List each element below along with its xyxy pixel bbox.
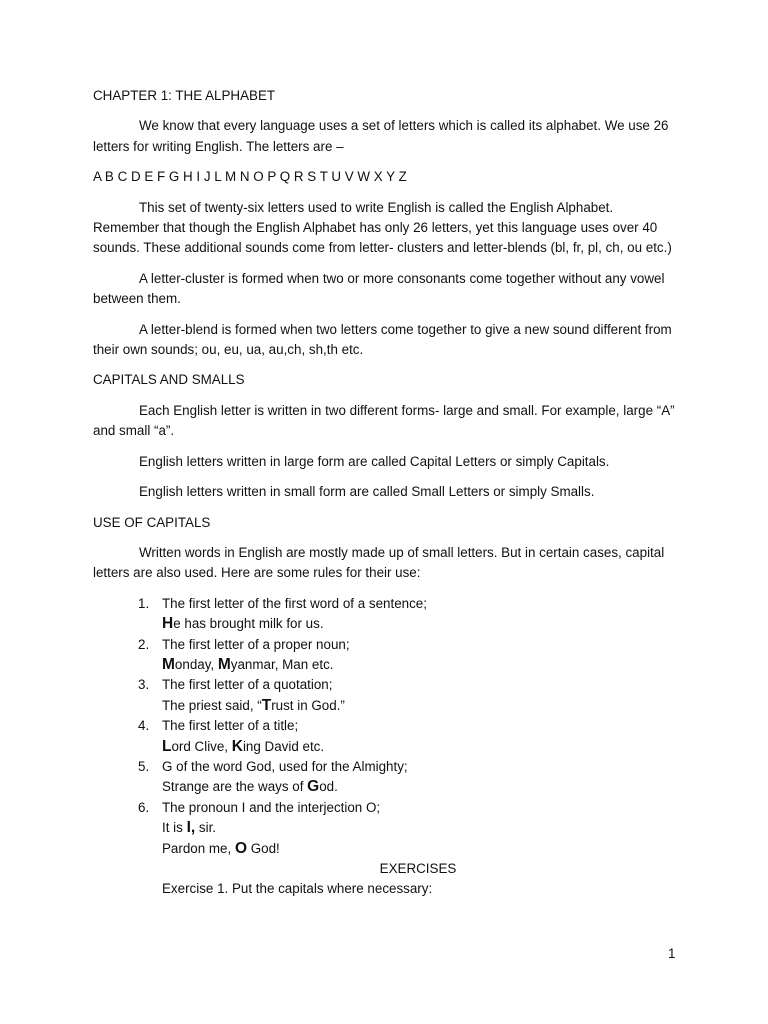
rule-text: The first letter of a quotation; bbox=[162, 677, 333, 693]
rule-example bbox=[162, 839, 683, 859]
capital-letter: O bbox=[234, 839, 248, 857]
letter-cluster-paragraph: A letter-cluster is formed when two or more consonants come together without any vowel between them. bbox=[93, 270, 665, 307]
capital-rules-list bbox=[93, 594, 683, 859]
list-item bbox=[93, 675, 683, 716]
document-page bbox=[93, 86, 683, 900]
exercises-heading: EXERCISES bbox=[379, 861, 457, 876]
rule-text: The first letter of a title; bbox=[162, 718, 299, 734]
example-text: onday, bbox=[174, 656, 218, 672]
capital-letter: M bbox=[162, 655, 175, 673]
rule-example bbox=[162, 696, 683, 716]
capital-letter: L bbox=[162, 737, 172, 755]
example-text: ing David etc. bbox=[242, 738, 325, 754]
list-item bbox=[93, 757, 683, 798]
list-item bbox=[93, 716, 683, 757]
example-text: It is bbox=[162, 820, 187, 836]
list-item bbox=[93, 635, 683, 676]
list-item bbox=[93, 594, 683, 635]
list-number: 4. bbox=[138, 718, 150, 734]
letter-blend-paragraph: A letter-blend is formed when two letters come together to give a new sound different from their own sounds; ou, eu, ua, au,ch, sh,th etc. bbox=[93, 321, 672, 358]
alphabet-line: A B C D E F G H I J L M N O P Q R S T U V W X Y Z bbox=[93, 169, 407, 185]
rule-text: The first letter of the first word of a sentence; bbox=[162, 595, 427, 611]
chapter-title: CHAPTER 1: THE ALPHABET bbox=[93, 88, 276, 103]
rule-example bbox=[162, 818, 683, 838]
rule-example bbox=[162, 777, 683, 797]
intro-paragraph-1: We know that every language uses a set of letters which is called its alphabet. We use 26 letters for writing English. The letters are – bbox=[93, 118, 669, 154]
rule-example bbox=[162, 614, 683, 634]
capital-letter: T bbox=[261, 696, 272, 714]
rule-example bbox=[162, 655, 683, 675]
example-text: Pardon me, bbox=[162, 840, 235, 856]
capitals-smalls-paragraph-1: Each English letter is written in two different forms- large and small. For example, large “A” and small “a”. bbox=[93, 402, 675, 439]
example-text: God! bbox=[247, 840, 280, 856]
example-text: rust in God.” bbox=[271, 697, 345, 713]
list-number: 1. bbox=[138, 595, 150, 611]
example-text: The priest said, “ bbox=[162, 697, 262, 713]
exercise-1-instruction: Exercise 1. Put the capitals where necessary: bbox=[162, 881, 433, 897]
list-number: 5. bbox=[138, 758, 150, 774]
list-item bbox=[93, 798, 683, 859]
capital-letter: H bbox=[162, 615, 174, 633]
example-text: sir. bbox=[195, 820, 217, 836]
capital-letter: G bbox=[307, 778, 320, 796]
capitals-smalls-paragraph-2: English letters written in large form are called Capital Letters or simply Capitals. bbox=[139, 453, 610, 469]
page-number: 1 bbox=[668, 946, 676, 961]
example-text: od. bbox=[319, 779, 338, 795]
list-number: 6. bbox=[138, 799, 150, 815]
example-text: Strange are the ways of bbox=[162, 779, 308, 795]
capitals-smalls-heading: CAPITALS AND SMALLS bbox=[93, 372, 245, 388]
rule-text: The first letter of a proper noun; bbox=[162, 636, 350, 652]
example-text: e has brought milk for us. bbox=[173, 616, 324, 632]
intro-paragraph-2: This set of twenty-six letters used to write English is called the English Alphabet. Remember that though the English Alphabet has only 26 letters, yet this language uses over 40 sounds. These additional sounds come from letter- clusters and letter-blends (bl, fr, pl, ch, ou etc.) bbox=[93, 199, 672, 256]
use-of-capitals-heading: USE OF CAPITALS bbox=[93, 514, 211, 530]
capitals-smalls-paragraph-3: English letters written in small form are called Small Letters or simply Smalls. bbox=[139, 484, 595, 500]
capital-letter: I, bbox=[186, 819, 196, 837]
rule-example bbox=[162, 737, 683, 757]
rule-text: The pronoun I and the interjection O; bbox=[162, 799, 381, 815]
example-text: yanmar, Man etc. bbox=[230, 656, 334, 672]
list-number: 3. bbox=[138, 677, 150, 693]
capital-letter: M bbox=[217, 655, 231, 673]
use-of-capitals-paragraph: Written words in English are mostly made up of small letters. But in certain cases, capital letters are also used. Here are some rules for their use: bbox=[93, 544, 665, 581]
example-text: ord Clive, bbox=[171, 738, 232, 754]
list-number: 2. bbox=[138, 636, 150, 652]
rule-text: G of the word God, used for the Almighty; bbox=[162, 758, 408, 774]
capital-letter: K bbox=[231, 737, 243, 755]
